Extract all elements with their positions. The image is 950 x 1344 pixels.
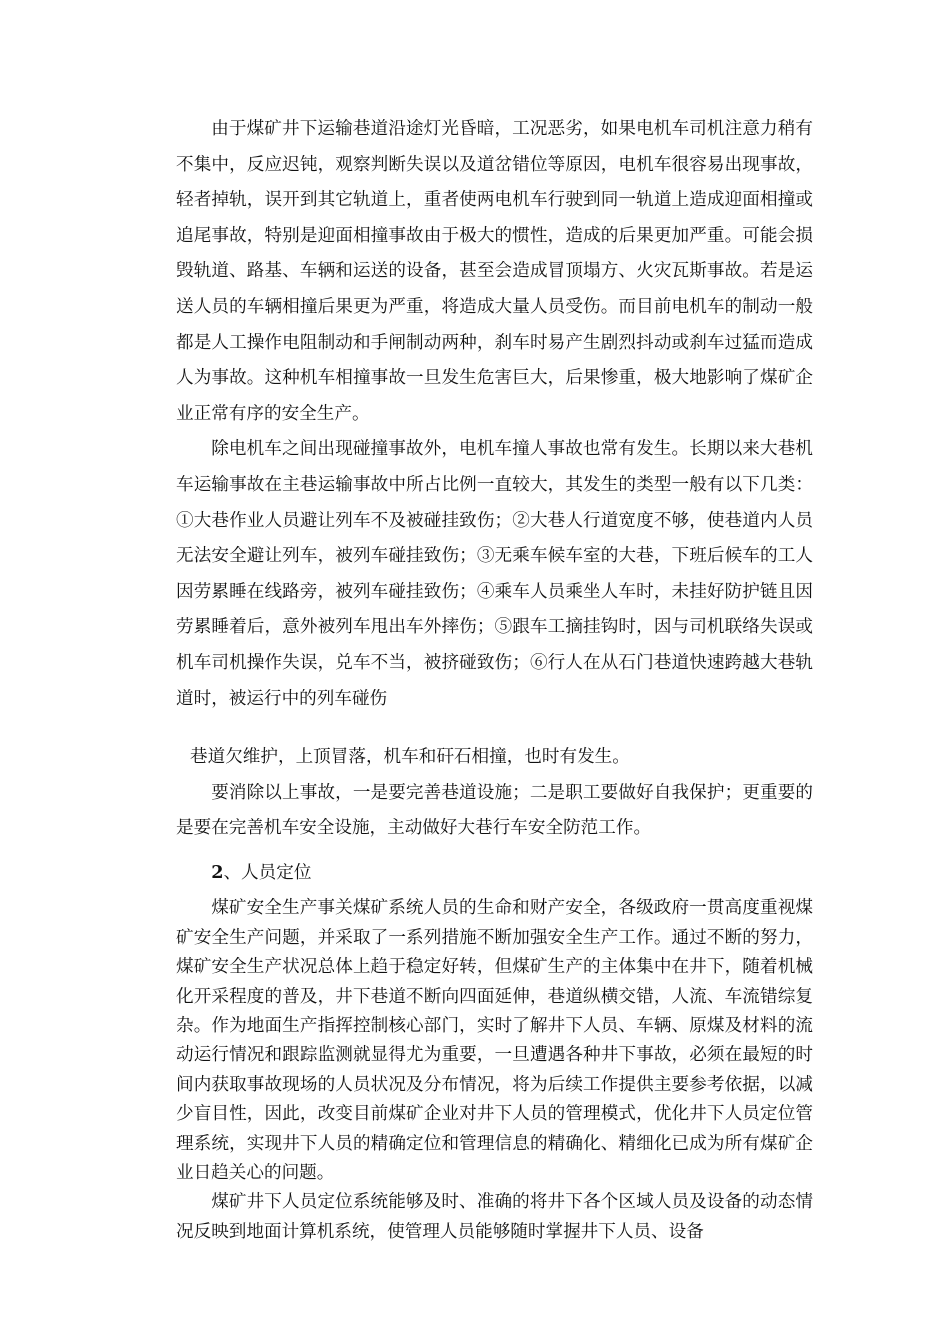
paragraph-positioning-system: 煤矿井下人员定位系统能够及时、准确的将井下各个区域人员及设备的动态情况反映到地面计算机系统，使管理人员能够随时掌握井下人员、设备 <box>176 1192 813 1242</box>
section-heading <box>176 858 813 888</box>
heading-number: 2 <box>211 862 224 883</box>
section-personnel-positioning <box>176 858 813 1247</box>
paragraph-locomotive-collision: 由于煤矿井下运输巷道沿途灯光昏暗，工况恶劣，如果电机车司机注意力稍有不集中，反应迟钝，观察判断失误以及道岔错位等原因，电机车很容易出现事故，轻者掉轨，误开到其它轨道上，重者使两电机车行驶到同一轨道上造成迎面相撞或追尾事故，特别是迎面相撞事故由于极大的惯性，造成的后果更加严重。可能会损毁轨道、路基、车辆和运送的设备，甚至会造成冒顶塌方、火灾瓦斯事故。若是运送人员的车辆相撞后果更为严重，将造成大量人员受伤。而目前电机车的制动一般都是人工操作电阻制动和手闸制动两种，刹车时易产生剧烈抖动或刹车过猛而造成人为事故。这种机车相撞事故一旦发生危害巨大，后果惨重，极大地影响了煤矿企业正常有序的安全生产。 <box>176 119 813 424</box>
section-prevention <box>176 740 813 847</box>
paragraph-safety-production: 煤矿安全生产事关煤矿系统人员的生命和财产安全，各级政府一贯高度重视煤矿安全生产问题，并采取了一系列措施不断加强安全生产工作。通过不断的努力，煤矿安全生产状况总体上趋于稳定好转，但煤矿生产的主体集中在井下，随着机械化开采程度的普及，井下巷道不断向四面延伸，巷道纵横交错，人流、车流错综复杂。作为地面生产指挥控制核心部门，实时了解井下人员、车辆、原煤及材料的流动运行情况和跟踪监测就显得尤为重要，一旦遭遇各种井下事故，必须在最短的时间内获取事故现场的人员状况及分布情况，将为后续工作提供主要参考依据，以减少盲目性，因此，改变目前煤矿企业对井下人员的管理模式，优化井下人员定位管理系统，实现井下人员的精确定位和管理信息的精确化、精细化已成为所有煤矿企业日趋关心的问题。 <box>176 898 813 1184</box>
heading-title: 、人员定位 <box>223 863 312 883</box>
paragraph-measures: 要消除以上事故，一是要完善巷道设施；二是职工要做好自我保护；更重要的是要在完善机车安全设施，主动做好大巷行车安全防范工作。 <box>176 782 813 839</box>
paragraph-roof-fall: 巷道欠维护，上顶冒落，机车和矸石相撞，也时有发生。 <box>190 747 630 767</box>
section-accidents <box>176 112 813 717</box>
paragraph-pedestrian-accidents: 除电机车之间出现碰撞事故外，电机车撞人事故也常有发生。长期以来大巷机车运输事故在主巷运输事故中所占比例一直较大，其发生的类型一般有以下几类：①大巷作业人员避让列车不及被碰挂致伤；②大巷人行道宽度不够，使巷道内人员无法安全避让列车，被列车碰挂致伤；③无乘车候车室的大巷，下班后候车的工人因劳累睡在线路旁，被列车碰挂致伤；④乘车人员乘坐人车时，未挂好防护链且因劳累睡着后，意外被列车甩出车外摔伤；⑤跟车工摘挂钩时，因与司机联络失误或机车司机操作失误，兑车不当，被挤碰致伤；⑥行人在从石门巷道快速跨越大巷轨道时，被运行中的列车碰伤 <box>176 439 813 709</box>
